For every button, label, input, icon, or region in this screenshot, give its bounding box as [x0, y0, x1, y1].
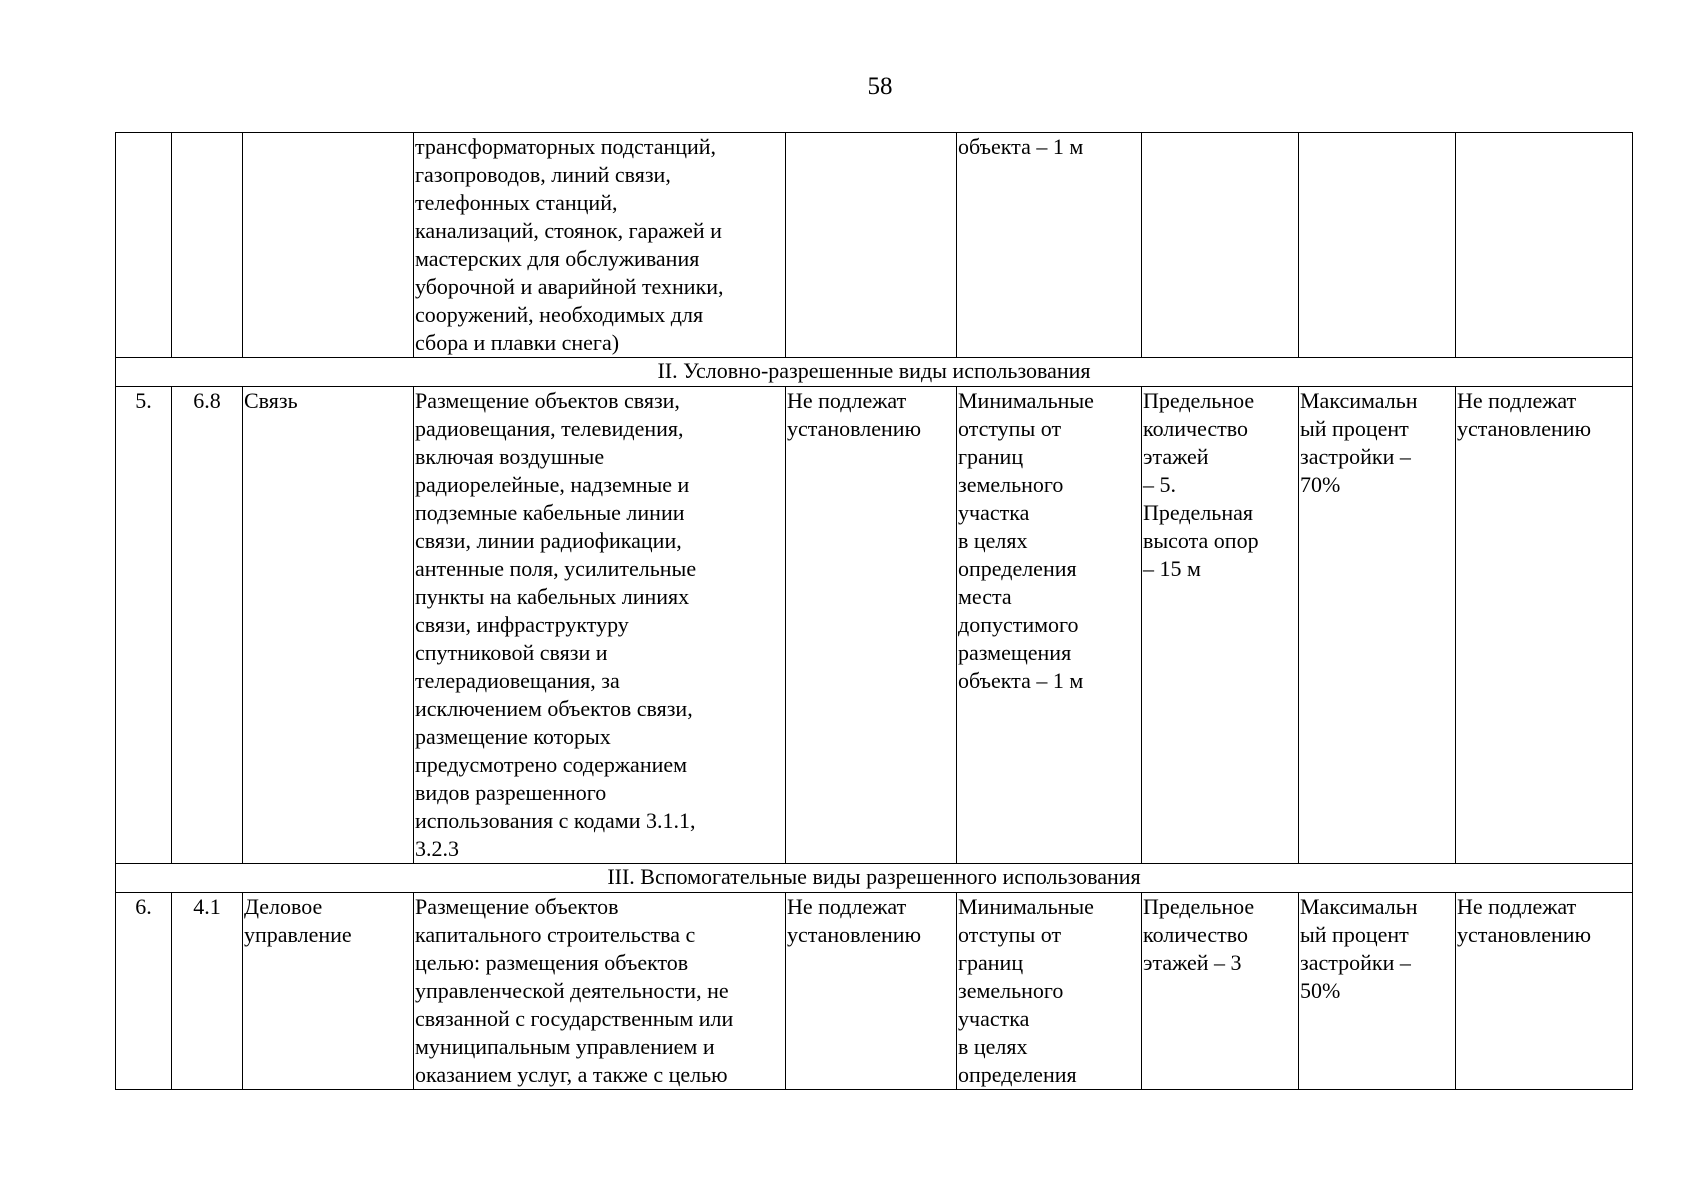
- section-title: III. Вспомогательные виды разрешенного использования: [116, 864, 1633, 893]
- cell-other: Не подлежат установлению: [1456, 893, 1633, 1090]
- table-row: [116, 387, 1633, 864]
- cell-coverage: Максимальн ый процент застройки – 70%: [1299, 387, 1456, 864]
- cell-floors: Предельное количество этажей – 5. Предельная высота опор – 15 м: [1142, 387, 1299, 864]
- land-use-table: [115, 132, 1633, 1090]
- cell-floors: Предельное количество этажей – 3: [1142, 893, 1299, 1090]
- section-header-row: [116, 358, 1633, 387]
- cell-plot-size: [786, 133, 957, 358]
- page-number: 58: [867, 73, 893, 100]
- cell-plot-size: Не подлежат установлению: [786, 893, 957, 1090]
- cell-code: 4.1: [172, 893, 243, 1090]
- cell-floors: [1142, 133, 1299, 358]
- cell-setbacks: Минимальные отступы от границ земельного участка в целях определения места допустимого размещения объекта – 1 м: [957, 387, 1142, 864]
- cell-description: Размещение объектов связи, радиовещания, телевидения, включая воздушные радиорелейные, надземные и подземные кабельные линии связи, линии радиофикации, антенные поля, усилительные пункты на кабельных линиях связи, инфраструктуру спутниковой связи и телерадиовещания, за исключением объектов связи, размещение которых предусмотрено содержанием видов разрешенного использования с кодами 3.1.1, 3.2.3: [414, 387, 786, 864]
- cell-setbacks: объекта – 1 м: [957, 133, 1142, 358]
- table-row: [116, 893, 1633, 1090]
- section-title: II. Условно-разрешенные виды использования: [116, 358, 1633, 387]
- cell-other: [1456, 133, 1633, 358]
- cell-name: Деловое управление: [243, 893, 414, 1090]
- cell-coverage: [1299, 133, 1456, 358]
- cell-description: Размещение объектов капитального строительства с целью: размещения объектов управленческой деятельности, не связанной с государственным или муниципальным управлением и оказанием услуг, а также с целью: [414, 893, 786, 1090]
- cell-num: [116, 133, 172, 358]
- cell-code: 6.8: [172, 387, 243, 864]
- cell-setbacks: Минимальные отступы от границ земельного участка в целях определения: [957, 893, 1142, 1090]
- cell-other: Не подлежат установлению: [1456, 387, 1633, 864]
- cell-plot-size: Не подлежат установлению: [786, 387, 957, 864]
- cell-name: [243, 133, 414, 358]
- cell-num: 6.: [116, 893, 172, 1090]
- cell-code: [172, 133, 243, 358]
- cell-description: трансформаторных подстанций, газопроводов, линий связи, телефонных станций, канализаций, стоянок, гаражей и мастерских для обслуживания уборочной и аварийной техники, сооружений, необходимых для сбора и плавки снега): [414, 133, 786, 358]
- cell-name: Связь: [243, 387, 414, 864]
- cell-num: 5.: [116, 387, 172, 864]
- table-row: [116, 133, 1633, 358]
- cell-coverage: Максимальн ый процент застройки – 50%: [1299, 893, 1456, 1090]
- section-header-row: [116, 864, 1633, 893]
